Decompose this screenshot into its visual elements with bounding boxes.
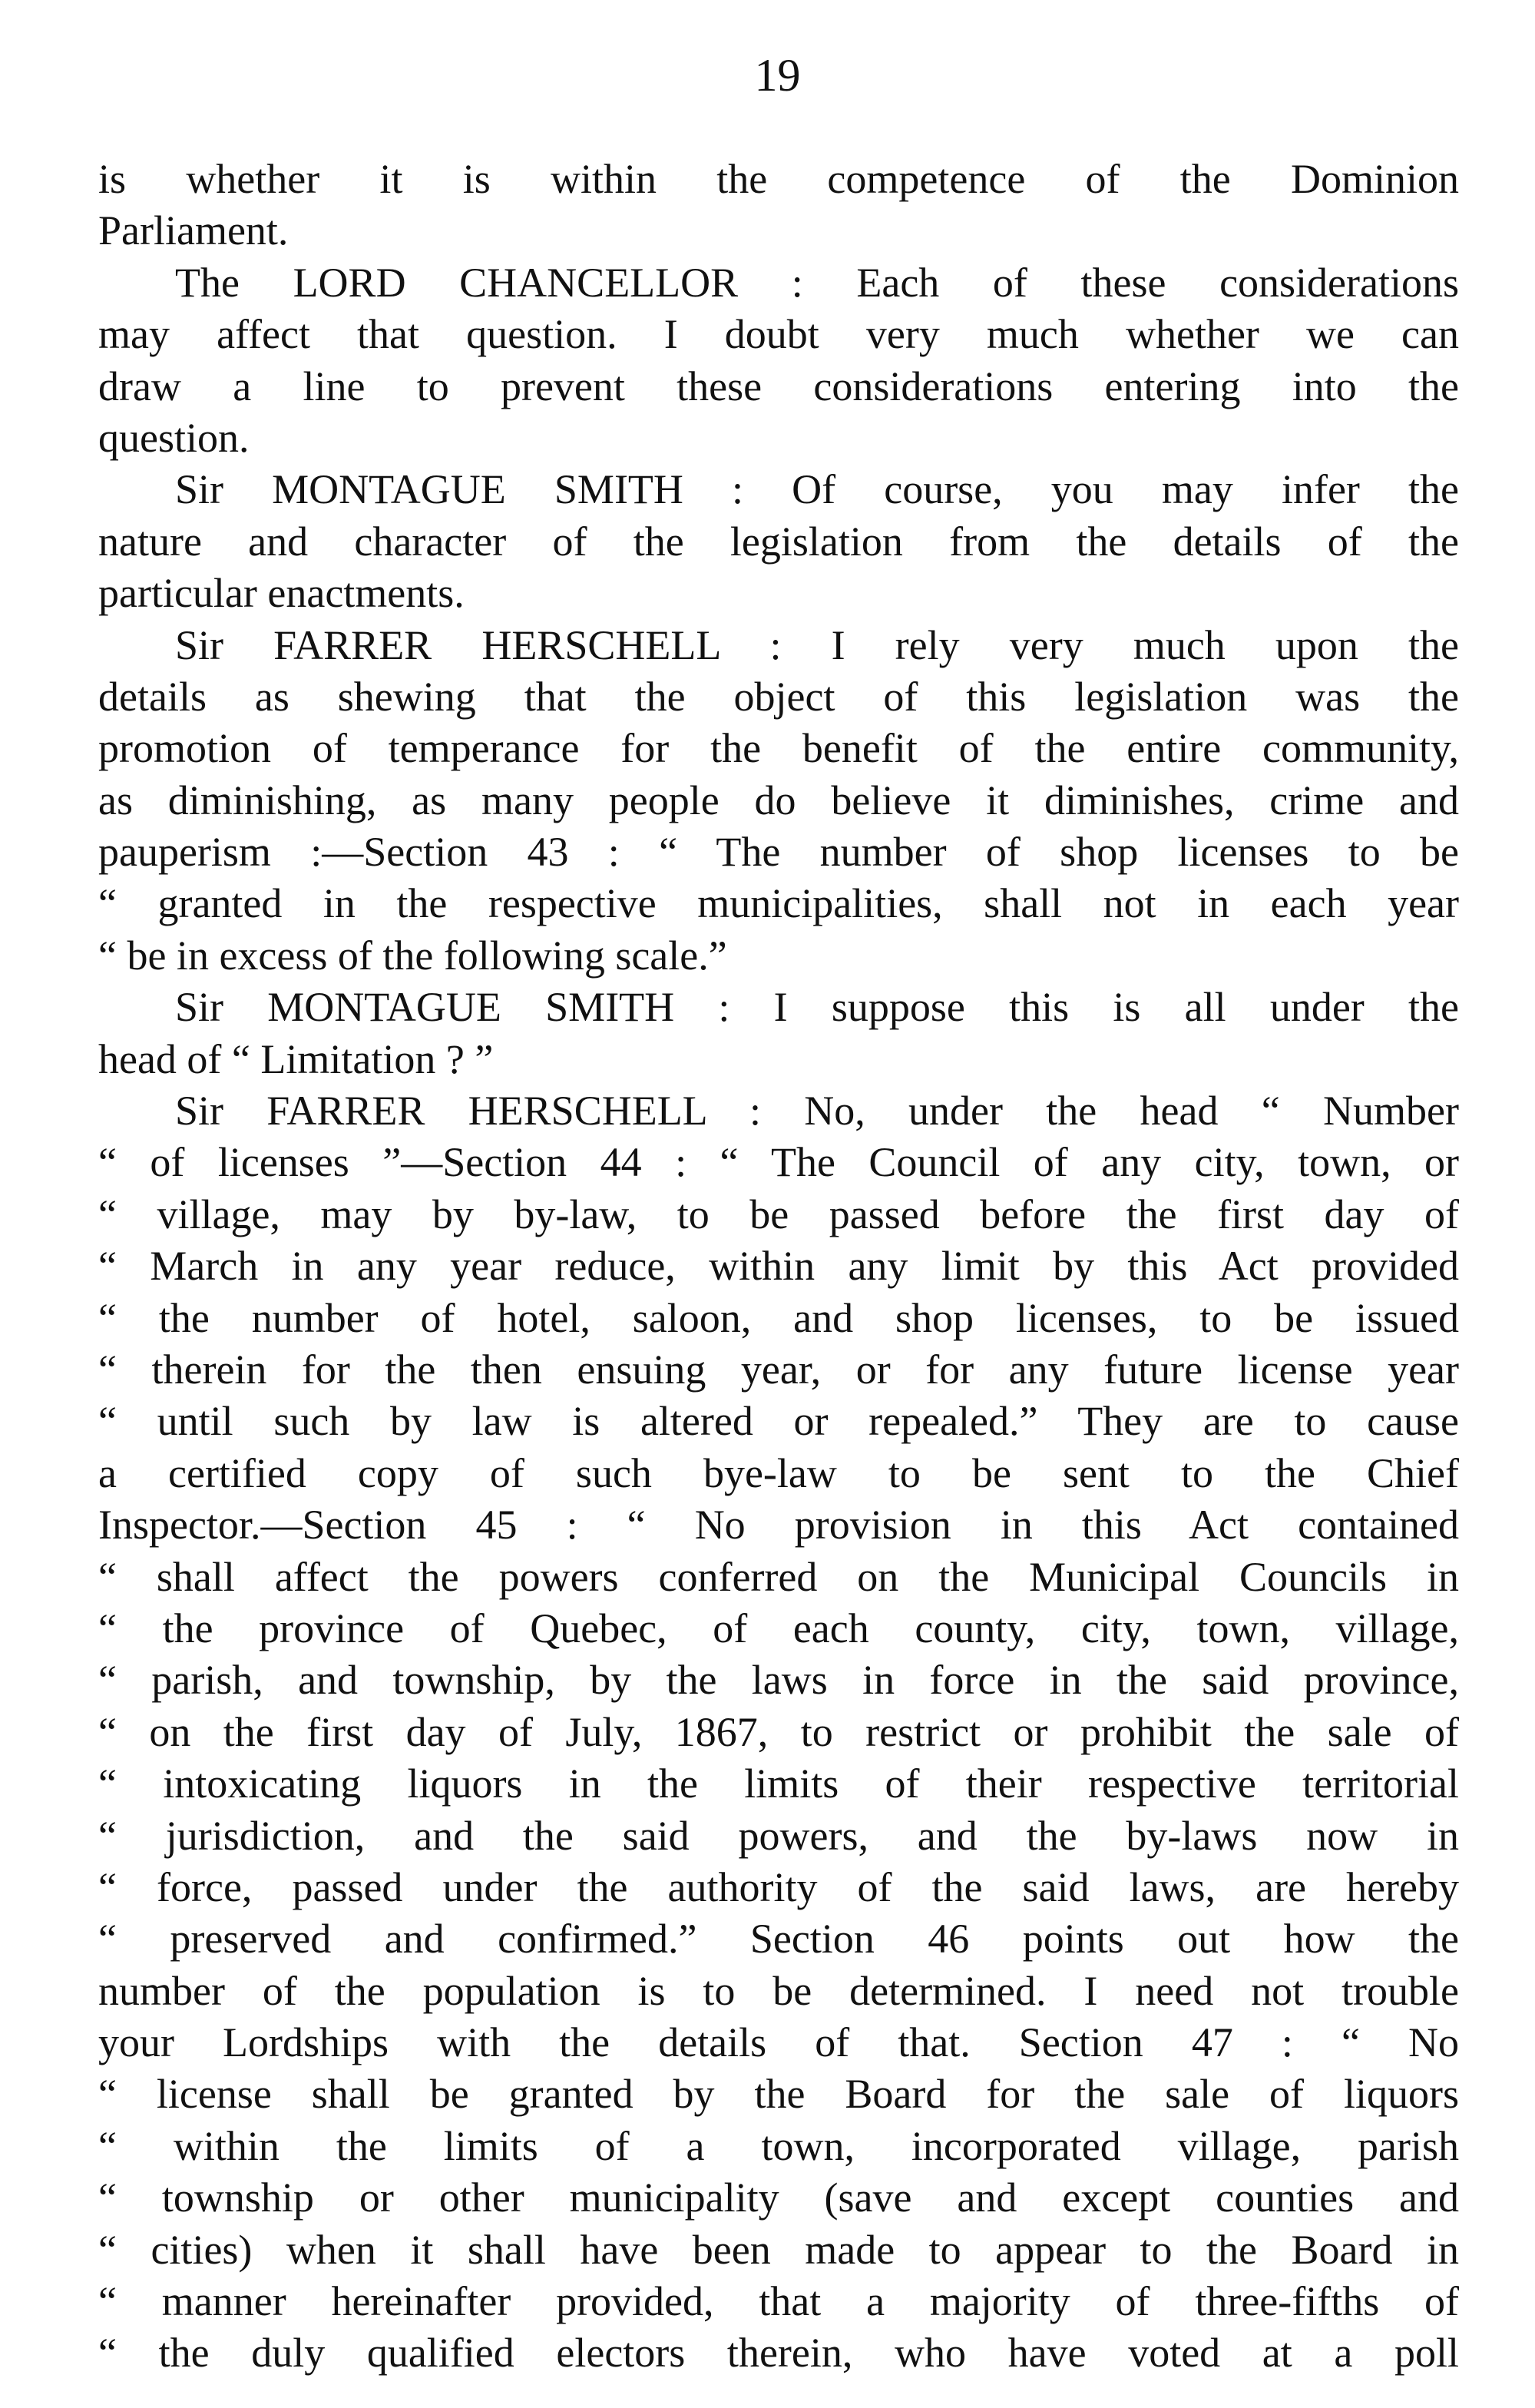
text-line: your Lordships with the details of that. Section 47 : “ No — [98, 2019, 1459, 2066]
text-line: question. — [98, 414, 250, 461]
text-line: Sir MONTAGUE SMITH : I suppose this is all under the — [175, 984, 1459, 1031]
text-line: Parliament. — [98, 207, 289, 254]
page-number: 19 — [754, 50, 801, 101]
text-line: “ on the first day of July, 1867, to restrict or prohibit the sale of — [98, 1708, 1459, 1755]
text-line: Sir FARRER HERSCHELL : I rely very much upon the — [175, 621, 1459, 668]
text-line: “ force, passed under the authority of the said laws, are hereby — [98, 1863, 1459, 1910]
text-line: as diminishing, as many people do believe it diminishes, crime and — [98, 777, 1459, 823]
text-line: “ be in excess of the following scale.” — [98, 932, 727, 979]
text-line: “ intoxicating liquors in the limits of their respective territorial — [98, 1760, 1459, 1807]
text-line: “ manner hereinafter provided, that a majority of three-fifths of — [98, 2278, 1459, 2325]
text-line: “ therein for the then ensuing year, or for any future license year — [98, 1346, 1459, 1393]
text-line: “ within the limits of a town, incorporated village, parish — [98, 2122, 1459, 2169]
page-body — [98, 154, 1459, 2380]
text-line: “ March in any year reduce, within any limit by this Act provided — [98, 1243, 1459, 1290]
text-line: may affect that question. I doubt very much whether we can — [98, 311, 1459, 358]
text-line: “ license shall be granted by the Board for the sale of liquors — [98, 2071, 1459, 2118]
text-line: head of “ Limitation ? ” — [98, 1035, 494, 1082]
text-line: “ the duly qualified electors therein, who have voted at a poll — [98, 2330, 1459, 2377]
text-line: “ shall affect the powers conferred on the Municipal Councils in — [98, 1553, 1459, 1600]
text-line: “ granted in the respective municipalities, shall not in each year — [98, 880, 1459, 927]
text-line: “ parish, and township, by the laws in force in the said province, — [98, 1657, 1459, 1704]
text-line: is whether it is within the competence of the Dominion — [98, 156, 1459, 202]
text-line: nature and character of the legislation from the details of the — [98, 518, 1459, 565]
text-line: The LORD CHANCELLOR : Each of these considerations — [175, 259, 1459, 306]
text-line: a certified copy of such bye-law to be sent to the Chief — [98, 1449, 1459, 1496]
text-line: “ cities) when it shall have been made to appear to the Board in — [98, 2226, 1459, 2273]
text-line: details as shewing that the object of this legislation was the — [98, 673, 1459, 720]
text-line: number of the population is to be determined. I need not trouble — [98, 1967, 1459, 2014]
text-line: Sir MONTAGUE SMITH : Of course, you may infer the — [175, 466, 1459, 513]
text-line: “ the number of hotel, saloon, and shop licenses, to be issued — [98, 1294, 1459, 1341]
text-line: “ the province of Quebec, of each county, city, town, village, — [98, 1605, 1459, 1651]
text-line: “ of licenses ”—Section 44 : “ The Council of any city, town, or — [98, 1139, 1459, 1186]
text-line: draw a line to prevent these considerations entering into the — [98, 363, 1459, 409]
text-line: “ jurisdiction, and the said powers, and the by-laws now in — [98, 1812, 1459, 1859]
text-line: “ until such by law is altered or repealed.” They are to cause — [98, 1398, 1459, 1445]
text-line: Sir FARRER HERSCHELL : No, under the head “ Number — [175, 1088, 1459, 1134]
text-line: “ preserved and confirmed.” Section 46 points out how the — [98, 1916, 1459, 1963]
text-line: promotion of temperance for the benefit of the entire community, — [98, 725, 1459, 772]
text-line: pauperism :—Section 43 : “ The number of shop licenses to be — [98, 829, 1459, 876]
text-line: particular enactments. — [98, 570, 465, 617]
text-line: Inspector.—Section 45 : “ No provision in this Act contained — [98, 1502, 1459, 1548]
text-line: “ township or other municipality (save and except counties and — [98, 2174, 1459, 2221]
text-line: “ village, may by by-law, to be passed before the first day of — [98, 1191, 1459, 1237]
